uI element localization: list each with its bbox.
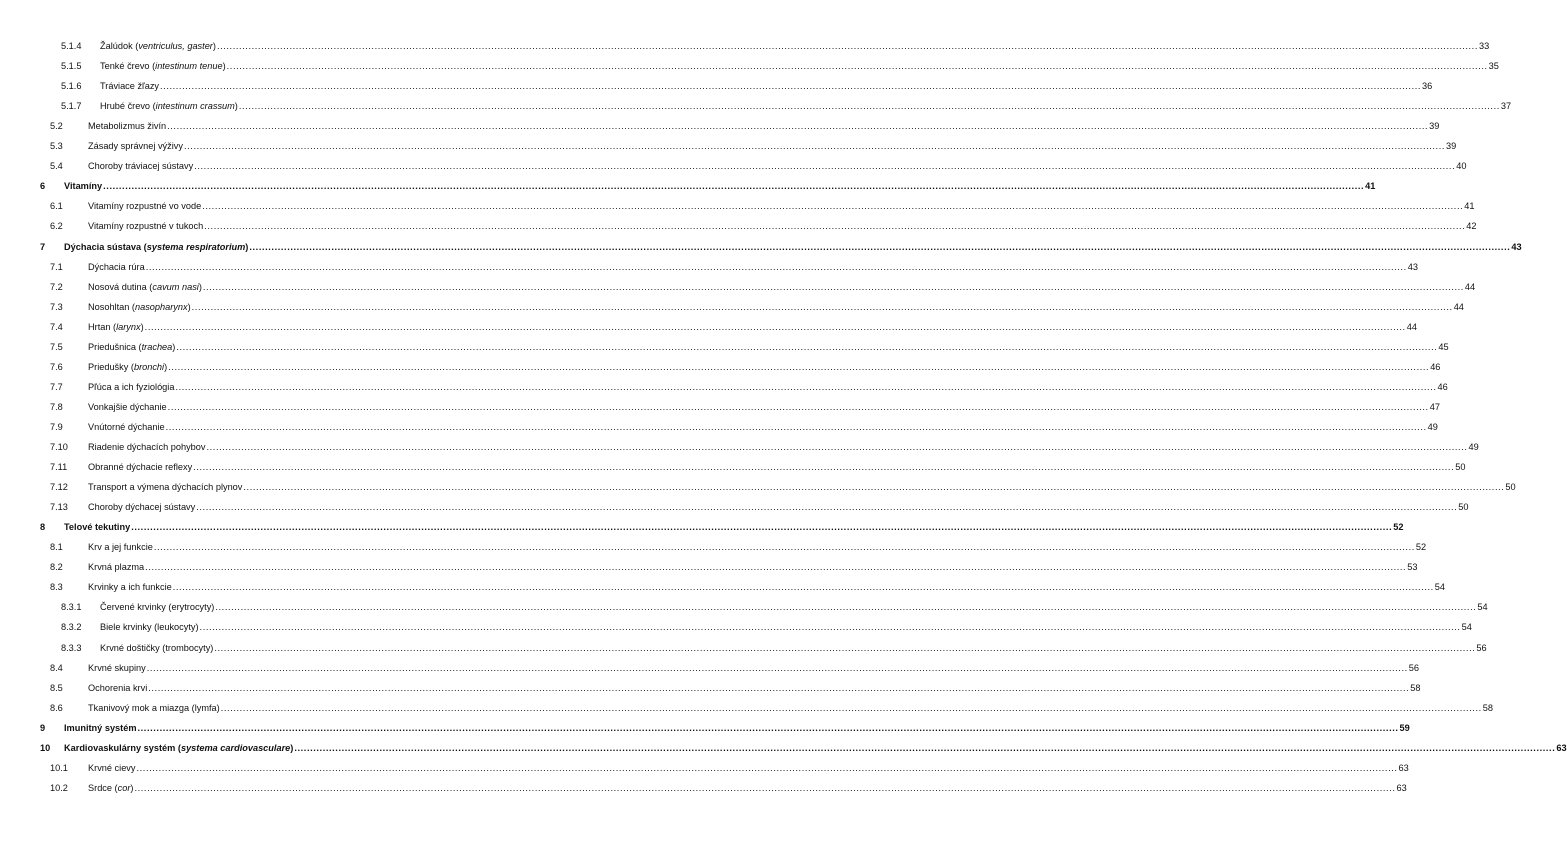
toc-leader-dots: ................................................................................................................................................................................................................................................................................................................................................................................................................ (216, 41, 1478, 51)
toc-entry-number: 8.2 (50, 562, 63, 573)
toc-leader-dots: ................................................................................................................................................................................................................................................................................................................................................................................................................ (136, 762, 1398, 773)
toc-entry-page: 50 (1458, 502, 1469, 513)
toc-leader-dots: ................................................................................................................................................................................................................................................................................................................................................................................................................ (215, 602, 1477, 613)
toc-entry-page: 63 (1396, 782, 1407, 793)
toc-entry-page: 63 (1556, 742, 1567, 753)
toc-entry-number: 5.4 (50, 161, 63, 172)
toc-entry-page: 40 (1456, 161, 1467, 172)
toc-entry[interactable] (0, 617, 1472, 637)
toc-entry-title: Vnútorné dýchanie (88, 421, 165, 432)
toc-entry-number: 5.3 (50, 141, 63, 152)
toc-entry[interactable] (0, 778, 1407, 798)
toc-entry-number: 7.10 (50, 442, 68, 452)
toc-entry-page: 33 (1478, 41, 1490, 51)
toc-leader-dots: ................................................................................................................................................................................................................................................................................................................................................................................................................ (134, 782, 1396, 793)
toc-leader-dots: ................................................................................................................................................................................................................................................................................................................................................................................................................ (148, 682, 1410, 693)
toc-entry[interactable] (0, 738, 1567, 758)
toc-entry-number: 7.12 (50, 482, 68, 493)
toc-entry[interactable] (0, 557, 1418, 577)
toc-entry-page: 50 (1455, 462, 1466, 473)
toc-entry[interactable] (0, 317, 1417, 337)
toc-entry[interactable] (0, 698, 1493, 718)
toc-entry-number: 8.3 (50, 582, 63, 593)
toc-entry[interactable] (0, 397, 1440, 417)
toc-leader-dots: ................................................................................................................................................................................................................................................................................................................................................................................................................ (103, 181, 1365, 192)
toc-entry-number: 7.6 (50, 361, 63, 372)
toc-leader-dots: ................................................................................................................................................................................................................................................................................................................................................................................................................ (220, 702, 1482, 713)
toc-leader-dots: ................................................................................................................................................................................................................................................................................................................................................................................................................ (165, 421, 1427, 432)
toc-entry-number: 8 (40, 522, 46, 533)
toc-entry-title: Nosová dutina (cavum nasi) (88, 281, 202, 292)
toc-entry-title: Hrtan (larynx) (88, 321, 144, 332)
toc-leader-dots: ................................................................................................................................................................................................................................................................................................................................................................................................................ (294, 742, 1556, 753)
toc-entry-number: 5.2 (50, 121, 63, 132)
toc-leader-dots: ................................................................................................................................................................................................................................................................................................................................................................................................................ (202, 281, 1464, 292)
toc-entry-title: Priedušky (bronchi) (88, 361, 168, 372)
toc-entry[interactable] (0, 337, 1449, 357)
toc-entry-number: 10.1 (50, 762, 68, 773)
toc-entry-page: 35 (1488, 61, 1499, 72)
toc-entry-number: 8.3.2 (61, 622, 82, 633)
toc-entry-title: Dýchacia sústava (systema respiratorium) (64, 241, 249, 252)
toc-entry[interactable] (0, 156, 1467, 176)
toc-leader-dots: ................................................................................................................................................................................................................................................................................................................................................................................................................ (137, 722, 1399, 733)
toc-entry-page: 47 (1429, 401, 1440, 412)
toc-entry-title: Dýchacia rúra (88, 261, 145, 272)
toc-entry-page: 49 (1427, 421, 1438, 432)
toc-entry[interactable] (0, 457, 1466, 477)
toc-entry-number: 7.3 (50, 301, 63, 312)
toc-entry[interactable] (0, 257, 1418, 277)
toc-entry-page: 54 (1461, 622, 1472, 633)
toc-entry-title: Choroby tráviacej sústavy (88, 161, 194, 172)
toc-entry-page: 45 (1438, 341, 1449, 352)
toc-entry-page: 52 (1415, 542, 1427, 553)
toc-entry-title: Krvná plazma (88, 562, 145, 573)
toc-entry-title: Tenké črevo (intestinum tenue) (100, 61, 226, 72)
toc-entry-number: 5.1.6 (61, 81, 82, 92)
toc-entry-page: 53 (1407, 562, 1418, 573)
toc-entry-title: Riadenie dýchacích pohybov (88, 442, 206, 452)
toc-entry-page: 54 (1434, 582, 1446, 593)
toc-entry-title: Pľúca a ich fyziológia (88, 381, 175, 392)
toc-entry[interactable] (0, 678, 1421, 698)
toc-leader-dots: ................................................................................................................................................................................................................................................................................................................................................................................................................ (206, 442, 1468, 452)
toc-entry-page: 39 (1446, 141, 1457, 152)
toc-entry-number: 10 (40, 742, 51, 753)
toc-entry[interactable] (0, 377, 1448, 397)
toc-entry-number: 7.11 (50, 462, 68, 473)
toc-leader-dots: ................................................................................................................................................................................................................................................................................................................................................................................................................ (238, 101, 1500, 112)
toc-entry-title: Zásady správnej výživy (88, 141, 183, 152)
toc-entry-page: 43 (1407, 261, 1418, 272)
toc-leader-dots: ................................................................................................................................................................................................................................................................................................................................................................................................................ (146, 662, 1408, 673)
toc-entry-title: Transport a výmena dýchacích plynov (88, 482, 243, 493)
toc-entry[interactable] (0, 437, 1479, 457)
toc-entry[interactable] (0, 216, 1477, 236)
toc-entry-number: 7.5 (50, 341, 63, 352)
toc-entry-page: 56 (1476, 642, 1487, 653)
toc-entry-title: Nosohltan (nasopharynx) (88, 301, 191, 312)
toc-entry[interactable] (0, 638, 1487, 658)
toc-entry[interactable] (0, 36, 1490, 56)
toc-entry-page: 50 (1505, 482, 1516, 493)
toc-leader-dots: ................................................................................................................................................................................................................................................................................................................................................................................................................ (214, 642, 1476, 653)
toc-entry-title: Obranné dýchacie reflexy (88, 462, 193, 473)
toc-entry-number: 8.5 (50, 682, 63, 693)
toc-leader-dots: ................................................................................................................................................................................................................................................................................................................................................................................................................ (160, 81, 1422, 92)
toc-entry-title: Vitamíny rozpustné v tukoch (88, 221, 204, 232)
toc-leader-dots: ................................................................................................................................................................................................................................................................................................................................................................................................................ (172, 582, 1434, 593)
toc-entry-page: 36 (1422, 81, 1433, 92)
toc-entry-number: 9 (40, 722, 46, 733)
toc-entry-number: 5.1.4 (61, 41, 82, 51)
toc-entry-page: 59 (1399, 722, 1410, 733)
toc-entry[interactable] (0, 417, 1438, 437)
toc-entry-number: 7.9 (50, 421, 63, 432)
toc-entry-number: 7.1 (50, 261, 63, 272)
toc-entry-number: 5.1.5 (61, 61, 82, 72)
toc-entry-title: Krvné skupiny (88, 662, 146, 673)
toc-entry-page: 46 (1430, 361, 1441, 372)
toc-entry-title: Biele krvinky (leukocyty) (100, 622, 199, 633)
toc-entry-number: 5.1.7 (61, 101, 82, 112)
toc-entry[interactable] (0, 517, 1404, 537)
toc-leader-dots: ................................................................................................................................................................................................................................................................................................................................................................................................................ (144, 321, 1406, 332)
toc-entry-number: 8.4 (50, 662, 63, 673)
toc-entry-page: 41 (1365, 181, 1376, 192)
toc-entry-title: Srdce (cor) (88, 782, 134, 793)
toc-leader-dots: ................................................................................................................................................................................................................................................................................................................................................................................................................ (226, 61, 1488, 72)
toc-entry-number: 6.2 (50, 221, 63, 232)
toc-entry-page: 54 (1477, 602, 1488, 613)
toc-entry-page: 46 (1437, 381, 1448, 392)
toc-entry-page: 49 (1468, 442, 1479, 452)
toc-entry-number: 7.8 (50, 401, 63, 412)
toc-entry-title: Imunitný systém (64, 722, 137, 733)
toc-leader-dots: ................................................................................................................................................................................................................................................................................................................................................................................................................ (193, 462, 1455, 473)
toc-leader-dots: ................................................................................................................................................................................................................................................................................................................................................................................................................ (167, 121, 1429, 132)
toc-entry[interactable] (0, 477, 1516, 497)
toc-entry-title: Choroby dýchacej sústavy (88, 502, 196, 513)
toc-entry[interactable] (0, 297, 1464, 317)
toc-leader-dots: ................................................................................................................................................................................................................................................................................................................................................................................................................ (202, 201, 1464, 212)
toc-leader-dots: ................................................................................................................................................................................................................................................................................................................................................................................................................ (131, 522, 1393, 533)
toc-entry-page: 56 (1408, 662, 1419, 673)
toc-entry-title: Žalúdok (ventriculus, gaster) (100, 41, 216, 51)
toc-entry-number: 7.7 (50, 381, 63, 392)
toc-entry-title: Tkanivový mok a miazga (lymfa) (88, 702, 220, 713)
toc-entry-title: Metabolizmus živín (88, 121, 167, 132)
toc-entry[interactable] (0, 196, 1475, 216)
toc-entry-page: 44 (1406, 321, 1417, 332)
toc-entry-page: 43 (1511, 241, 1522, 252)
toc-leader-dots: ................................................................................................................................................................................................................................................................................................................................................................................................................ (194, 161, 1456, 172)
toc-entry-number: 6 (40, 181, 46, 192)
toc-leader-dots: ................................................................................................................................................................................................................................................................................................................................................................................................................ (168, 361, 1430, 372)
toc-entry-title: Telové tekutiny (64, 522, 131, 533)
toc-entry-title: Krvinky a ich funkcie (88, 582, 172, 593)
toc-leader-dots: ................................................................................................................................................................................................................................................................................................................................................................................................................ (183, 141, 1446, 152)
toc-entry-number: 7.4 (50, 321, 63, 332)
toc-entry-title: Krvné doštičky (trombocyty) (100, 642, 214, 653)
toc-entry-number: 8.1 (50, 542, 63, 553)
toc-leader-dots: ................................................................................................................................................................................................................................................................................................................................................................................................................ (191, 301, 1453, 312)
toc-entry[interactable] (0, 56, 1499, 76)
toc-entry-title: Krvné cievy (88, 762, 136, 773)
toc-leader-dots: ................................................................................................................................................................................................................................................................................................................................................................................................................ (243, 482, 1505, 493)
toc-entry-title: Vonkajšie dýchanie (88, 401, 167, 412)
toc-entry-page: 58 (1482, 702, 1493, 713)
toc-entry[interactable] (0, 176, 1376, 196)
toc-entry-title: Hrubé črevo (intestinum crassum) (100, 101, 238, 112)
toc-entry[interactable] (0, 136, 1457, 156)
toc-entry[interactable] (0, 658, 1419, 678)
toc-entry-number: 7 (40, 241, 46, 252)
toc-entry-page: 63 (1398, 762, 1409, 773)
toc-entry-title: Vitamíny rozpustné vo vode (88, 201, 202, 212)
toc-leader-dots: ................................................................................................................................................................................................................................................................................................................................................................................................................ (176, 341, 1438, 352)
toc-entry-number: 6.1 (50, 201, 63, 212)
toc-entry-page: 44 (1453, 301, 1464, 312)
toc-entry-page: 52 (1393, 522, 1404, 533)
toc-entry-number: 7.13 (50, 502, 68, 513)
toc-entry-title: Tráviace žľazy (100, 81, 160, 92)
toc-entry[interactable] (0, 277, 1476, 297)
toc-entry-number: 7.2 (50, 281, 63, 292)
toc-entry[interactable] (0, 76, 1433, 96)
toc-entry-number: 8.3.3 (61, 642, 82, 653)
toc-entry-page: 58 (1410, 682, 1421, 693)
toc-entry-title: Priedušnica (trachea) (88, 341, 176, 352)
toc-leader-dots: ................................................................................................................................................................................................................................................................................................................................................................................................................ (167, 401, 1429, 412)
toc-entry[interactable] (0, 718, 1410, 738)
toc-leader-dots: ................................................................................................................................................................................................................................................................................................................................................................................................................ (145, 261, 1407, 272)
toc-leader-dots: ................................................................................................................................................................................................................................................................................................................................................................................................................ (249, 241, 1511, 252)
toc-leader-dots: ................................................................................................................................................................................................................................................................................................................................................................................................................ (199, 622, 1461, 633)
toc-entry-number: 8.6 (50, 702, 63, 713)
toc-entry-page: 41 (1464, 201, 1475, 212)
toc-entry-title: Kardiovaskulárny systém (systema cardiovasculare) (64, 742, 294, 753)
toc-entry[interactable] (0, 597, 1488, 617)
toc-entry-title: Ochorenia krvi (88, 682, 148, 693)
toc-entry-number: 10.2 (50, 782, 68, 793)
toc-entry[interactable] (0, 96, 1512, 116)
toc-entry-title: Vitamíny (64, 181, 103, 192)
toc-entry[interactable] (0, 758, 1409, 778)
toc-entry[interactable] (0, 116, 1440, 136)
toc-leader-dots: ................................................................................................................................................................................................................................................................................................................................................................................................................ (153, 542, 1415, 553)
toc-entry-title: Krv a jej funkcie (88, 542, 153, 553)
toc-entry-page: 39 (1429, 121, 1440, 132)
toc-leader-dots: ................................................................................................................................................................................................................................................................................................................................................................................................................ (175, 381, 1437, 392)
toc-entry[interactable] (0, 577, 1446, 597)
toc-entry-title: Červené krvinky (erytrocyty) (100, 602, 215, 613)
toc-leader-dots: ................................................................................................................................................................................................................................................................................................................................................................................................................ (196, 502, 1458, 513)
toc-entry-page: 44 (1464, 281, 1476, 292)
toc-entry[interactable] (0, 237, 1522, 257)
toc-entry[interactable] (0, 357, 1441, 377)
toc-entry-page: 42 (1466, 221, 1477, 232)
toc-entry-number: 8.3.1 (61, 602, 82, 613)
toc-entry[interactable] (0, 537, 1427, 557)
toc-entry[interactable] (0, 497, 1469, 517)
toc-leader-dots: ................................................................................................................................................................................................................................................................................................................................................................................................................ (145, 562, 1407, 573)
toc-entry-page: 37 (1500, 101, 1512, 112)
toc-leader-dots: ................................................................................................................................................................................................................................................................................................................................................................................................................ (204, 221, 1466, 232)
